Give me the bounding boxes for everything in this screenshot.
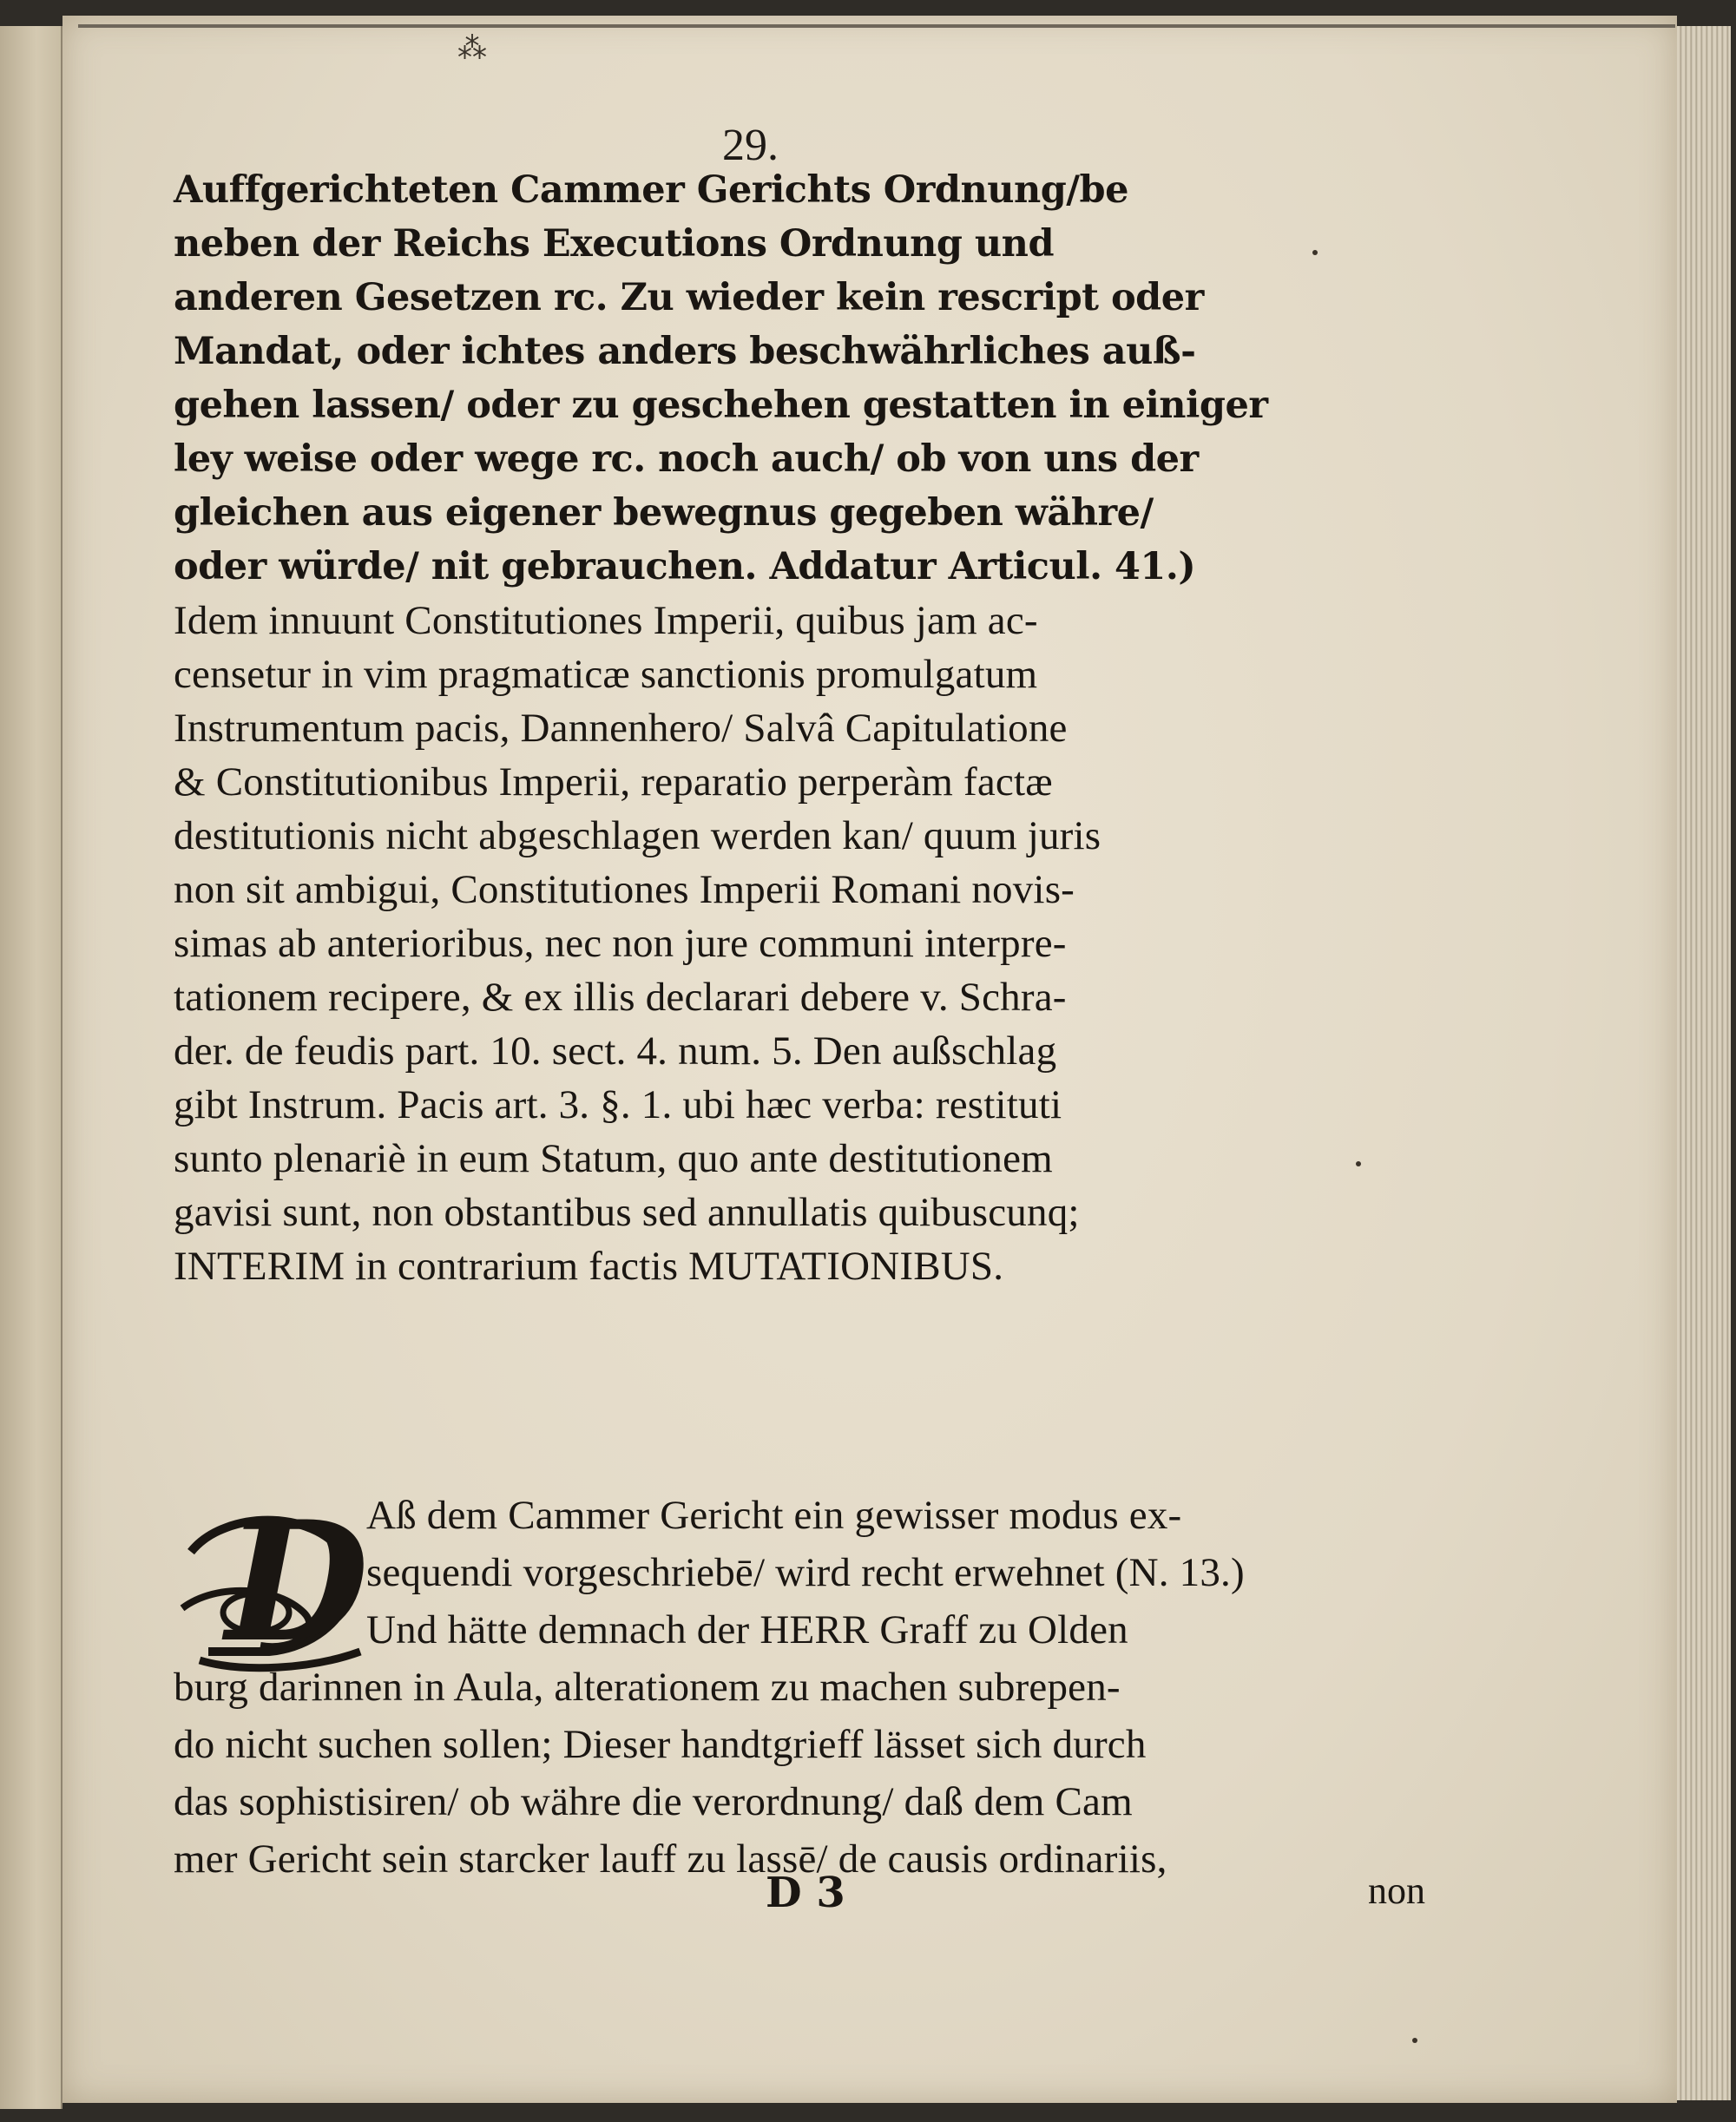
drop-cap-initial: [174, 1485, 373, 1679]
text-line: oder würde/ nit gebrauchen. Addatur Articul. 41.): [174, 545, 1196, 588]
text-line: neben der Reichs Executions Ordnung und: [174, 222, 1055, 266]
top-rule: [78, 24, 1675, 28]
text-line: & Constitutionibus Imperii, reparatio perperàm factæ: [174, 759, 1053, 805]
page-number: 29.: [722, 121, 779, 170]
text-line: Auffgerichteten Cammer Gerichts Ordnung/be: [174, 168, 1128, 212]
text-line: INTERIM in contrarium factis MUTATIONIBUS.: [174, 1244, 1004, 1289]
signature-mark: D 3: [766, 1869, 845, 1917]
text-line: do nicht suchen sollen; Dieser handtgrieff lässet sich durch: [174, 1722, 1147, 1767]
page-footer: [766, 1869, 1425, 1929]
text-line: das sophistisiren/ ob währe die verordnung/ daß dem Cam: [174, 1779, 1133, 1824]
text-line: gleichen aus eigener bewegnus gegeben währe/: [174, 491, 1154, 535]
book-page: [62, 16, 1677, 2103]
text-line: Und hätte demnach der HERR Graff zu Olden: [366, 1607, 1128, 1652]
text-line: Mandat, oder ichtes anders beschwährliches auß-: [174, 330, 1196, 373]
ink-speck: [1356, 1161, 1361, 1166]
lower-text-block: [174, 1487, 1417, 1888]
text-line: non sit ambigui, Constitutiones Imperii Romani novis-: [174, 867, 1075, 912]
text-line: anderen Gesetzen rc. Zu wieder kein rescript oder: [174, 276, 1204, 319]
text-line: gavisi sunt, non obstantibus sed annullatis quibuscunq;: [174, 1190, 1080, 1235]
text-line: Aß dem Cammer Gericht ein gewisser modus ex-: [366, 1493, 1182, 1538]
catchword: non: [1368, 1869, 1425, 1912]
drop-cap-letter: D: [226, 1485, 369, 1679]
text-line: ley weise oder wege rc. noch auch/ ob von uns der: [174, 437, 1199, 481]
page-edges-stack: [1675, 26, 1731, 2100]
left-page-edge: [0, 26, 62, 2109]
ink-speck: [1412, 2038, 1417, 2043]
text-line: gibt Instrum. Pacis art. 3. §. 1. ubi hæc verba: restituti: [174, 1082, 1062, 1127]
text-line: simas ab anterioribus, nec non jure communi interpre-: [174, 921, 1067, 966]
text-line: gehen lassen/ oder zu geschehen gestatten in einiger: [174, 384, 1268, 427]
printer-ornament: ⁂: [457, 33, 487, 65]
ink-speck: [1312, 250, 1318, 255]
text-line: sunto plenariè in eum Statum, quo ante destitutionem: [174, 1136, 1053, 1181]
text-line: destitutionis nicht abgeschlagen werden kan/ quum juris: [174, 813, 1101, 858]
text-line: mer Gericht sein starcker lauff zu lassē/ de causis ordinariis,: [174, 1836, 1167, 1882]
text-line: tationem recipere, & ex illis declarari debere v. Schra-: [174, 975, 1067, 1020]
text-line: der. de feudis part. 10. sect. 4. num. 5. Den außschlag: [174, 1028, 1057, 1074]
text-line: sequendi vorgeschriebē/ wird recht erwehnet (N. 13.): [366, 1550, 1245, 1595]
text-line: burg darinnen in Aula, alterationem zu machen subrepen-: [174, 1665, 1121, 1710]
text-line: censetur in vim pragmaticæ sanctionis promulgatum: [174, 652, 1038, 697]
text-line: Instrumentum pacis, Dannenhero/ Salvâ Capitulatione: [174, 706, 1068, 751]
upper-text-block: [174, 163, 1415, 1293]
text-line: Idem innuunt Constitutiones Imperii, quibus jam ac-: [174, 598, 1038, 643]
